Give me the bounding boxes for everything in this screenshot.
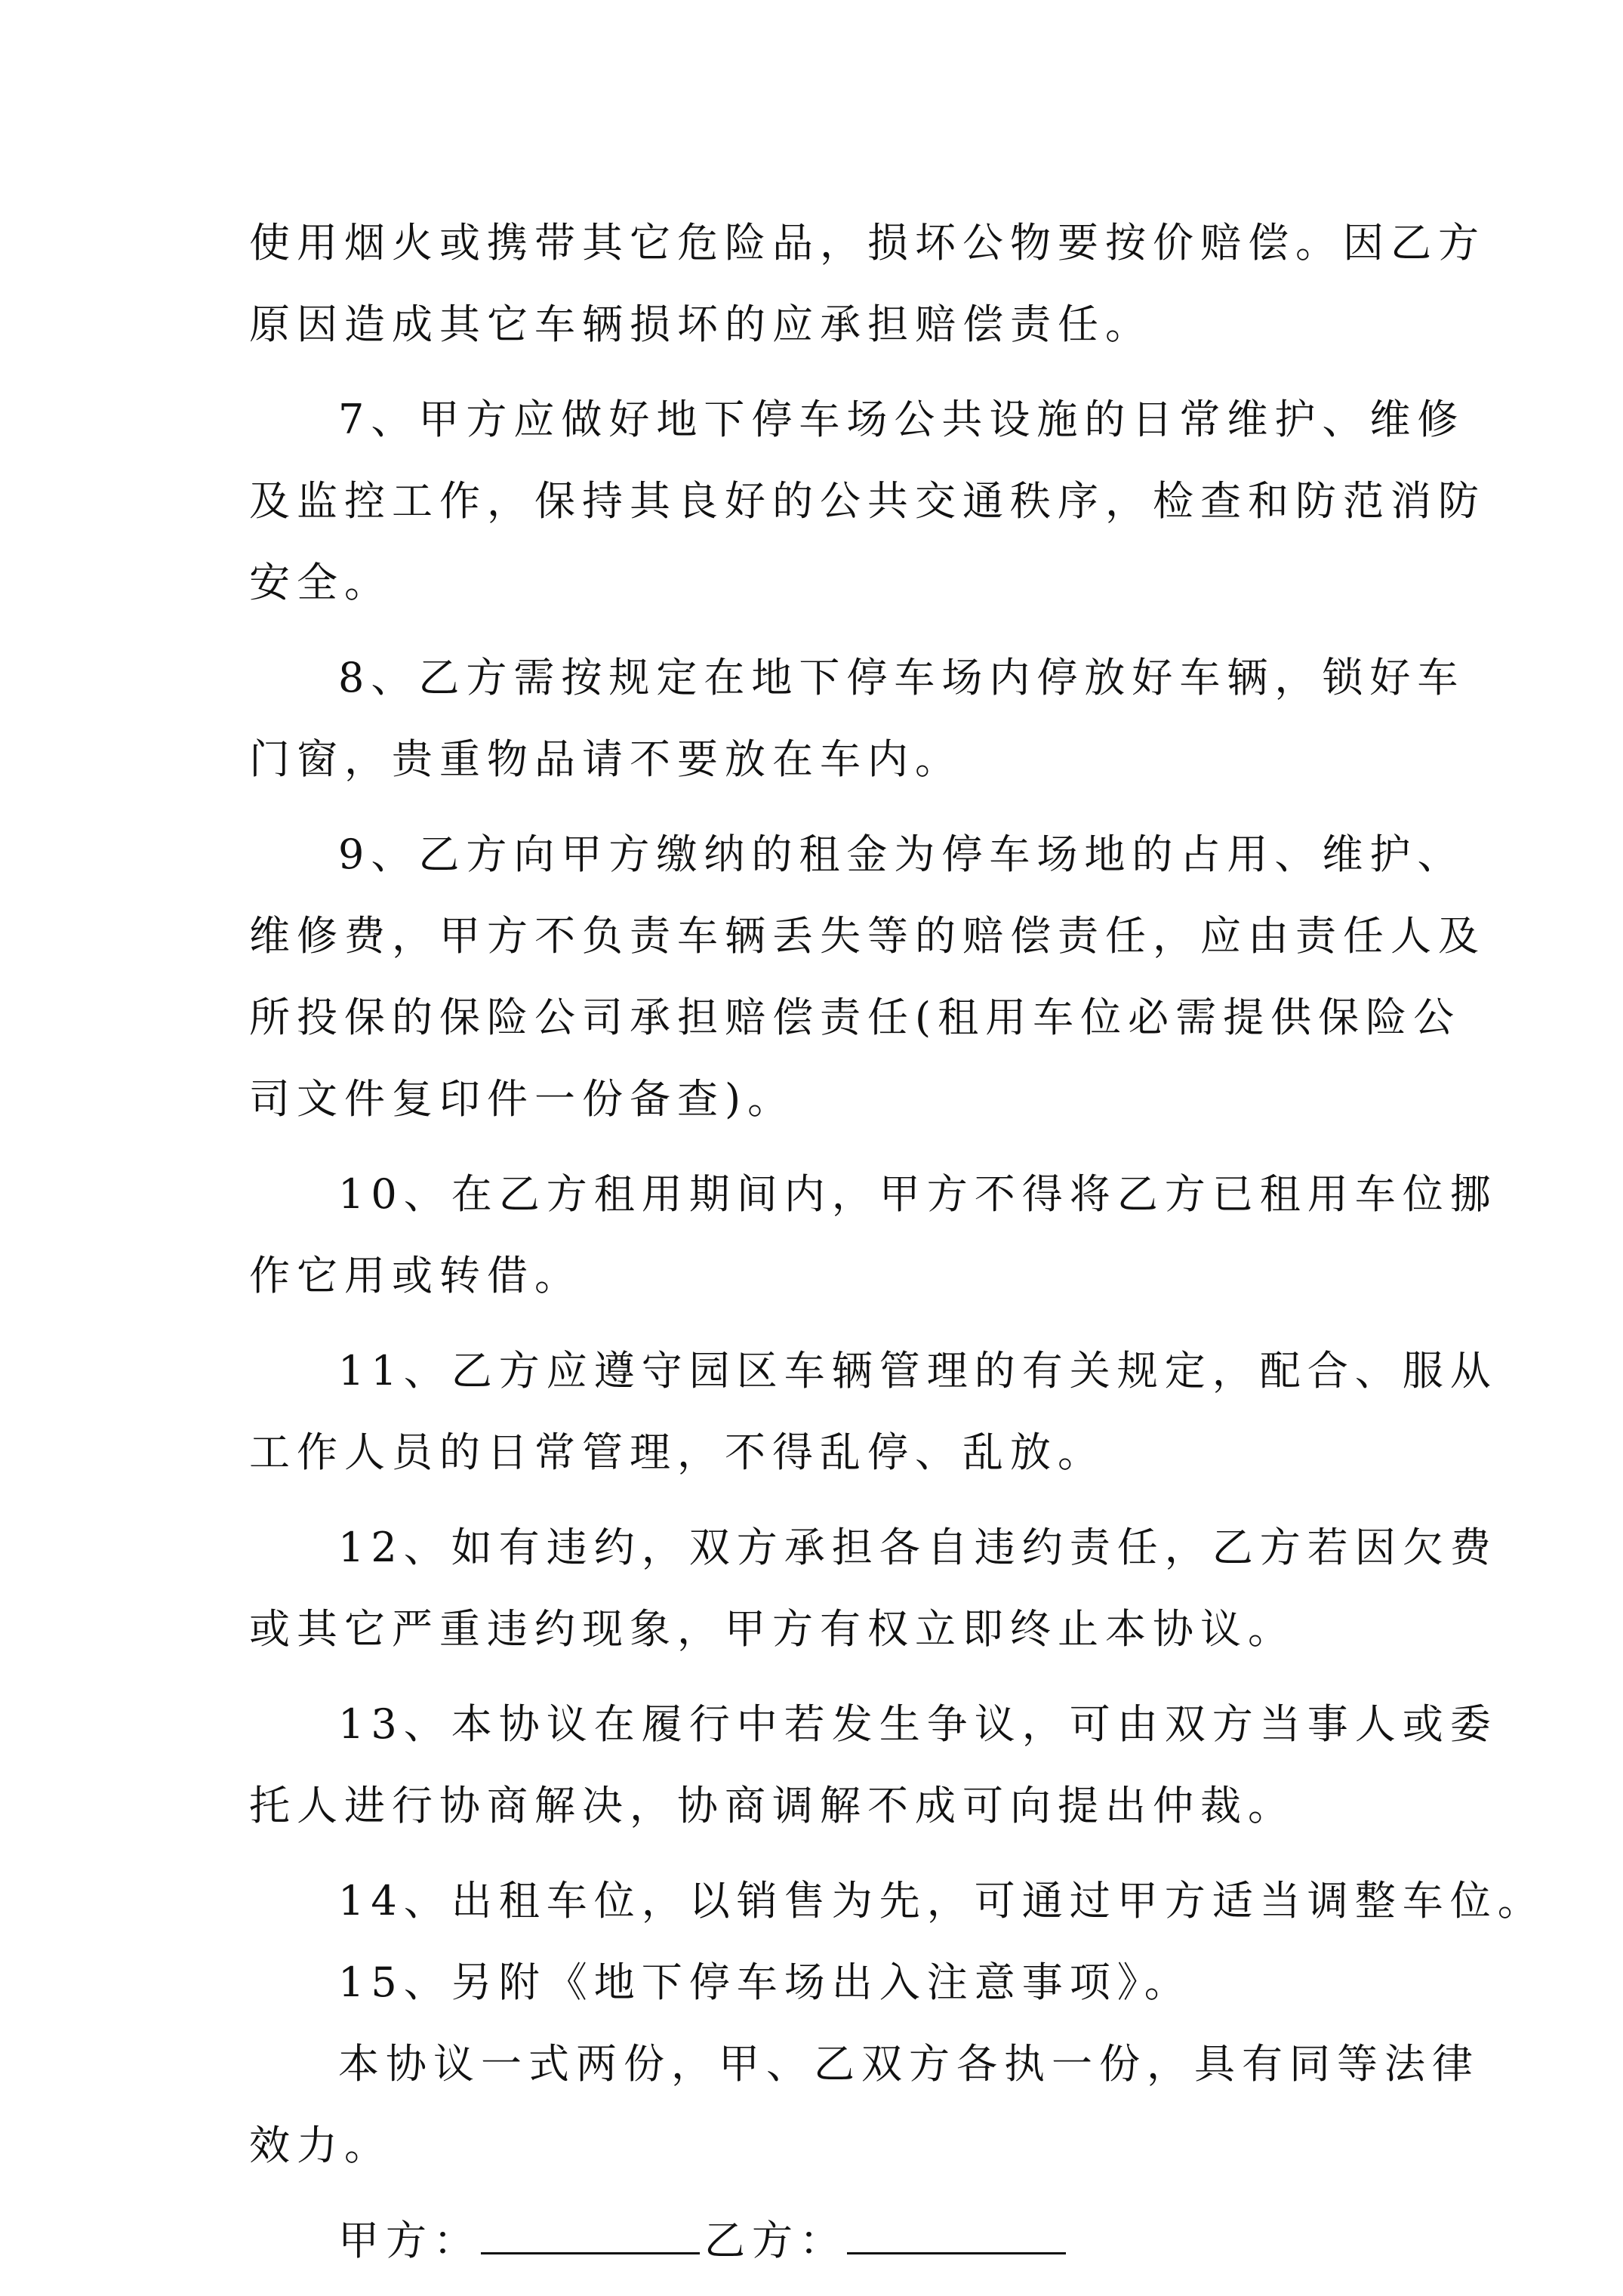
document-page	[249, 202, 1545, 2282]
clause-10-line-2: 作它用或转借。	[249, 1252, 582, 1299]
clause-9-line-3: 所投保的保险公司承担赔偿责任(租用车位必需提供保险公	[249, 994, 1461, 1041]
clause-7-line-3: 安全。	[249, 559, 392, 606]
clause-10-line-1: 10、在乙方租用期间内，甲方不得将乙方已租用车位挪	[338, 1170, 1498, 1218]
clause-9-line-4: 司文件复印件一份备查)。	[249, 1075, 796, 1123]
paragraph-spacer	[249, 1493, 1387, 1507]
paragraph-spacer	[249, 1670, 1387, 1684]
paragraph-spacer	[249, 1140, 1387, 1154]
party-b-label: 乙方：	[704, 2217, 847, 2264]
paragraph-spacer	[249, 624, 1387, 637]
clause-15: 15、另附《地下停车场出入注意事项》。	[338, 1959, 1192, 2006]
clause-13-line-2: 托人进行协商解决，协商调解不成可向提出仲裁。	[249, 1782, 1295, 1829]
party-a-label: 甲方：	[338, 2217, 481, 2264]
paragraph-spacer	[249, 365, 1387, 379]
closing-line-1: 本协议一式两份，甲、乙双方各执一份，具有同等法律	[338, 2040, 1480, 2088]
clause-13-line-1: 13、本协议在履行中若发生争议，可由双方当事人或委	[338, 1700, 1498, 1748]
closing-line-2: 效力。	[249, 2122, 392, 2169]
party-a-signature-line[interactable]	[481, 2207, 700, 2254]
clause-11-line-2: 工作人员的日常管理，不得乱停、乱放。	[249, 1428, 1105, 1476]
paragraph-spacer	[249, 1317, 1387, 1330]
clause-14: 14、出租车位，以销售为先，可通过甲方适当调整车位。	[338, 1877, 1545, 1925]
clause-12-line-1: 12、如有违约，双方承担各自违约责任，乙方若因欠费	[338, 1524, 1498, 1571]
clause-7-line-1: 7、甲方应做好地下停车场公共设施的日常维护、维修	[338, 396, 1465, 443]
clause-9-line-1: 9、乙方向甲方缴纳的租金为停车场地的占用、维护、	[338, 831, 1465, 878]
clause-8-line-1: 8、乙方需按规定在地下停车场内停放好车辆，锁好车	[338, 654, 1465, 701]
paragraph-spacer	[249, 2187, 1387, 2200]
clause-9-line-2: 维修费，甲方不负责车辆丢失等的赔偿责任，应由责任人及	[249, 912, 1486, 960]
paragraph-spacer	[249, 1847, 1387, 1860]
signature-row	[249, 2200, 1387, 2282]
clause-7-line-2: 及监控工作，保持其良好的公共交通秩序，检查和防范消防	[249, 477, 1486, 525]
clause-8-line-2: 门窗，贵重物品请不要放在车内。	[249, 735, 962, 783]
clause-12-line-2: 或其它严重违约现象，甲方有权立即终止本协议。	[249, 1605, 1295, 1653]
clause-11-line-1: 11、乙方应遵守园区车辆管理的有关规定，配合、服从	[338, 1347, 1498, 1395]
party-b-signature-line[interactable]	[847, 2207, 1066, 2254]
paragraph-6-line-2: 原因造成其它车辆损坏的应承担赔偿责任。	[249, 300, 1153, 348]
paragraph-spacer	[249, 800, 1387, 814]
paragraph-6-line-1: 使用烟火或携带其它危险品，损坏公物要按价赔偿。因乙方	[249, 219, 1486, 267]
